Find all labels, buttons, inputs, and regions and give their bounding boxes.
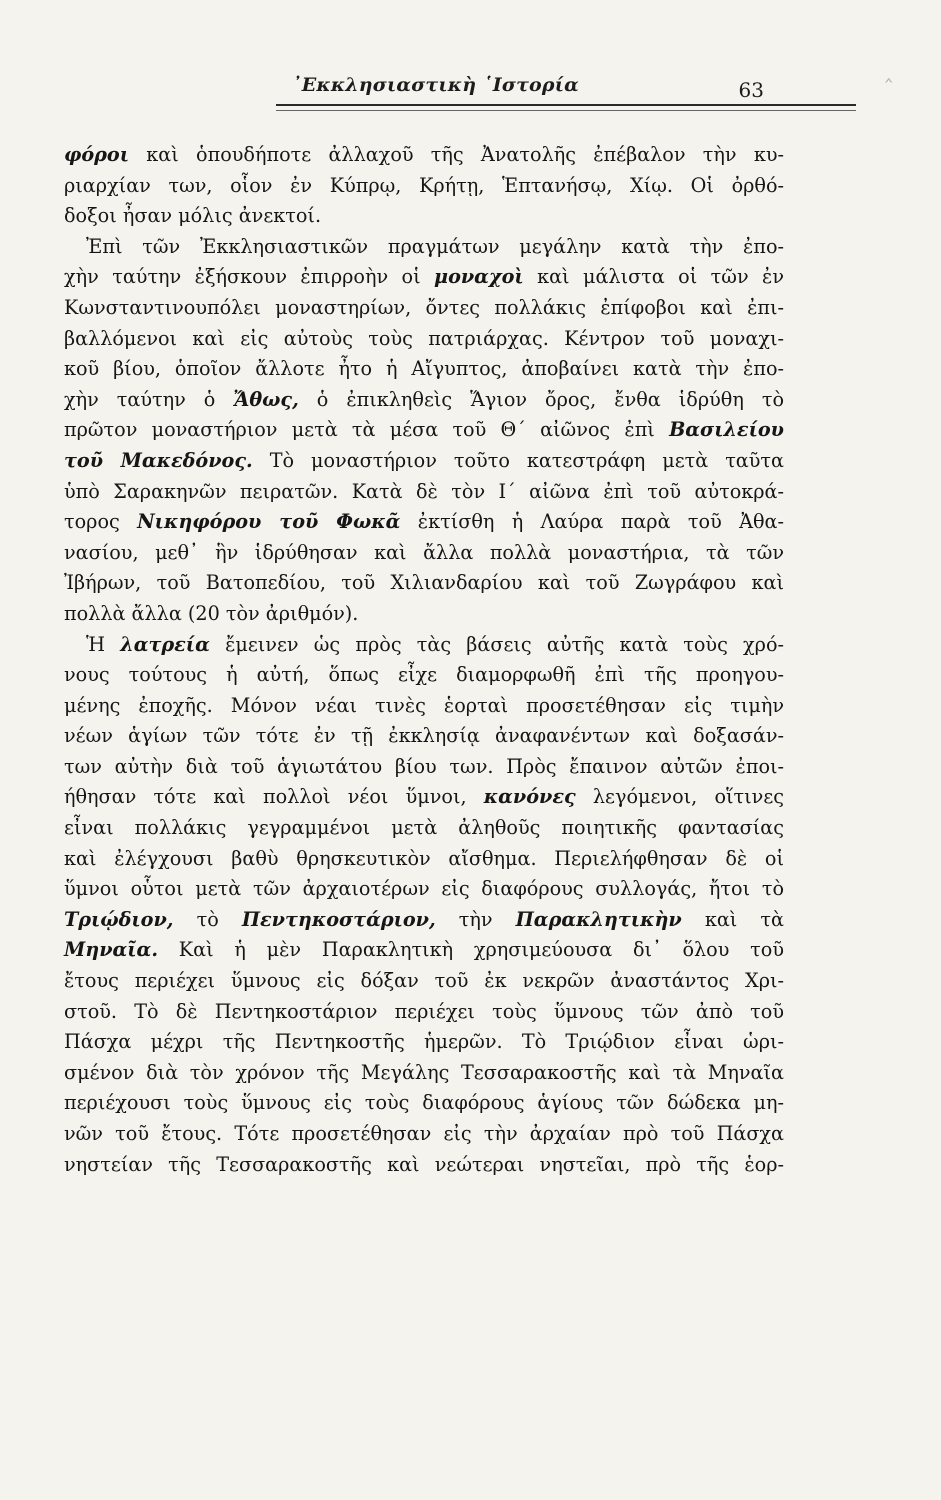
text-run: τὸ bbox=[173, 907, 242, 931]
emphasized-term: Βασιλείου bbox=[669, 418, 784, 442]
text-run: μένης ἐποχῆς. Μόνον νέαι τινὲς ἑορταὶ προσετέθησαν εἰς τιμὴν bbox=[64, 693, 784, 717]
text-line bbox=[64, 997, 784, 1028]
text-line bbox=[64, 599, 784, 630]
text-run: των αὐτὴν διὰ τοῦ ἁγιωτάτου βίου των. Πρὸς ἔπαινον αὐτῶν ἐποι- bbox=[64, 754, 784, 778]
text-run: καὶ μάλιστα οἱ τῶν ἐν bbox=[523, 265, 784, 289]
text-run: κοῦ βίου, ὁποῖον ἄλλοτε ἦτο ἡ Αἴγυπτος, ἀποβαίνει κατὰ τὴν ἐπο- bbox=[64, 357, 784, 381]
emphasized-term: Ἄθως, bbox=[233, 387, 299, 411]
text-line bbox=[64, 446, 784, 477]
text-line bbox=[64, 232, 784, 263]
text-run: ὑπὸ Σαρακηνῶν πειρατῶν. Κατὰ δὲ τὸν Ι΄ αἰῶνα ἐπὶ τοῦ αὐτοκρά- bbox=[64, 479, 784, 503]
text-line bbox=[64, 844, 784, 875]
body-text bbox=[64, 140, 784, 1180]
text-run: καὶ τὰ bbox=[681, 907, 784, 931]
text-line bbox=[64, 568, 784, 599]
text-run: ήθησαν τότε καὶ πολλοὶ νέοι ὕμνοι, bbox=[64, 785, 484, 809]
text-line bbox=[64, 782, 784, 813]
running-title: ᾽Εκκλησιαστικὴ ῾Ιστορία bbox=[292, 74, 579, 96]
text-line bbox=[64, 507, 784, 538]
text-line bbox=[64, 385, 784, 416]
page-number: 63 bbox=[738, 78, 764, 102]
text-run: νέων ἁγίων τῶν τότε ἐν τῇ ἐκκλησίᾳ ἀναφανέντων καὶ δοξασάν- bbox=[64, 724, 784, 748]
text-run: λεγόμενοι, οἵτινες bbox=[575, 785, 785, 809]
emphasized-term: Τριῴδιον, bbox=[64, 907, 174, 931]
text-run: ἐκτίσθη ἡ Λαύρα παρὰ τοῦ Ἀθα- bbox=[400, 510, 784, 534]
emphasized-term: Πεντηκοστάριον, bbox=[241, 907, 436, 931]
text-line bbox=[64, 140, 784, 171]
text-line bbox=[64, 1088, 784, 1119]
text-run: ὁ ἐπικληθεὶς Ἅγιον ὄρος, ἔνθα ἱδρύθη τὸ bbox=[298, 387, 784, 411]
text-line bbox=[64, 262, 784, 293]
page-header bbox=[64, 74, 792, 114]
emphasized-term: λατρεία bbox=[120, 632, 210, 656]
text-line bbox=[64, 752, 784, 783]
header-rule-thin bbox=[276, 110, 856, 111]
text-run: περιέχουσι τοὺς ὕμνους εἰς τοὺς διαφόρους ἁγίους τῶν δώδεκα μη- bbox=[64, 1091, 784, 1115]
text-run: ὕμνοι οὗτοι μετὰ τῶν ἀρχαιοτέρων εἰς διαφόρους συλλογάς, ἤτοι τὸ bbox=[64, 877, 784, 901]
text-line bbox=[64, 354, 784, 385]
text-run: ἔτους περιέχει ὕμνους εἰς δόξαν τοῦ ἐκ νεκρῶν ἀναστάντος Χρι- bbox=[64, 969, 784, 993]
text-line bbox=[64, 630, 784, 661]
text-line bbox=[64, 660, 784, 691]
text-run: Καὶ ἡ μὲν Παρακλητικὴ χρησιμεύουσα δι᾽ ὅλου τοῦ bbox=[158, 938, 784, 962]
text-run: Ἰβήρων, τοῦ Βατοπεδίου, τοῦ Χιλιανδαρίου καὶ τοῦ Ζωγράφου καὶ bbox=[64, 571, 784, 595]
text-run: χὴν ταύτην ἐξήσκουν ἐπιρροὴν οἱ bbox=[64, 265, 435, 289]
text-run: ριαρχίαν των, οἷον ἐν Κύπρῳ, Κρήτῃ, Ἑπτανήσῳ, Χίῳ. Οἱ ὀρθό- bbox=[64, 173, 784, 197]
text-run: νῶν τοῦ ἔτους. Τότε προσετέθησαν εἰς τὴν ἀρχαίαν πρὸ τοῦ Πάσχα bbox=[64, 1122, 784, 1145]
text-run: Κωνσταντινουπόλει μοναστηρίων, ὄντες πολλάκις ἐπίφοβοι καὶ ἐπι- bbox=[64, 295, 784, 319]
text-run: πρῶτον μοναστήριον μετὰ τὰ μέσα τοῦ Θ΄ αἰῶνος ἐπὶ bbox=[64, 418, 670, 442]
text-run: Ἐπὶ τῶν Ἐκκλησιαστικῶν πραγμάτων μεγάλην κατὰ τὴν ἐπο- bbox=[86, 234, 784, 258]
text-line bbox=[64, 538, 784, 569]
emphasized-term: Παρακλητικὴν bbox=[515, 907, 682, 931]
text-line bbox=[64, 691, 784, 722]
header-rule bbox=[276, 104, 856, 106]
text-run: δοξοι ἦσαν μόλις ἀνεκτοί. bbox=[64, 204, 322, 228]
text-run: καὶ ἐλέγχουσι βαθὺ θρησκευτικὸν αἴσθημα. Περιελήφθησαν δὲ οἱ bbox=[64, 846, 784, 870]
margin-bleed-mark: ‸ bbox=[885, 58, 893, 83]
text-run: τορος bbox=[64, 510, 138, 534]
emphasized-term: μοναχοὶ bbox=[434, 265, 524, 289]
text-run: Πάσχα μέχρι τῆς Πεντηκοστῆς ἡμερῶν. Τὸ Τριῴδιον εἶναι ὡρι- bbox=[64, 1030, 784, 1054]
text-run: στοῦ. Τὸ δὲ Πεντηκοστάριον περιέχει τοὺς ὕμνους τῶν ἀπὸ τοῦ bbox=[64, 999, 784, 1023]
text-run: σμένον διὰ τὸν χρόνον τῆς Μεγάλης Τεσσαρακοστῆς καὶ τὰ Μηναῖα bbox=[64, 1060, 784, 1084]
text-run: τὴν bbox=[435, 907, 516, 931]
emphasized-term: φόροι bbox=[64, 143, 130, 166]
text-line bbox=[64, 966, 784, 997]
text-line bbox=[64, 905, 784, 936]
emphasized-term: Μηναῖα. bbox=[64, 938, 158, 962]
text-line bbox=[64, 171, 784, 202]
text-line bbox=[64, 1027, 784, 1058]
text-run: νασίου, μεθ᾽ ἣν ἱδρύθησαν καὶ ἄλλα πολλὰ μοναστήρια, τὰ τῶν bbox=[64, 540, 784, 564]
text-run: χὴν ταύτην ὁ bbox=[64, 387, 234, 411]
text-run: Τὸ μοναστήριον τοῦτο κατεστράφη μετὰ ταῦτα bbox=[252, 448, 784, 472]
emphasized-term: τοῦ Μακεδόνος. bbox=[64, 448, 253, 472]
emphasized-term: κανόνες bbox=[483, 785, 576, 809]
emphasized-term: Νικηφόρου τοῦ Φωκᾶ bbox=[137, 510, 401, 534]
text-run: πολλὰ ἄλλα (20 τὸν ἀριθμόν). bbox=[64, 601, 359, 625]
text-run: εἶναι πολλάκις γεγραμμένοι μετὰ ἀληθοῦς ποιητικῆς φαντασίας bbox=[64, 816, 784, 840]
text-run: νηστείαν τῆς Τεσσαρακοστῆς καὶ νεώτεραι νηστεῖαι, πρὸ τῆς ἑορ- bbox=[64, 1152, 784, 1176]
text-line bbox=[64, 1150, 784, 1181]
text-line bbox=[64, 874, 784, 905]
text-line bbox=[64, 415, 784, 446]
text-line bbox=[64, 935, 784, 966]
text-run: Ἡ bbox=[86, 632, 121, 656]
text-run: νους τούτους ἡ αὐτή, ὅπως εἶχε διαμορφωθῆ ἐπὶ τῆς προηγου- bbox=[64, 663, 784, 687]
text-run: καὶ ὁπουδήποτε ἀλλαχοῦ τῆς Ἀνατολῆς ἐπέβαλον τὴν κυ- bbox=[129, 143, 784, 166]
text-run: ἔμεινεν ὡς πρὸς τὰς βάσεις αὐτῆς κατὰ τοὺς χρό- bbox=[209, 632, 784, 656]
text-line bbox=[64, 1119, 784, 1150]
text-line bbox=[64, 477, 784, 508]
text-line bbox=[64, 324, 784, 355]
text-line bbox=[64, 201, 784, 232]
text-line bbox=[64, 721, 784, 752]
text-run: βαλλόμενοι καὶ εἰς αὐτοὺς τοὺς πατριάρχας. Κέντρον τοῦ μοναχι- bbox=[64, 326, 784, 350]
text-line bbox=[64, 293, 784, 324]
text-line bbox=[64, 1058, 784, 1089]
text-line bbox=[64, 813, 784, 844]
